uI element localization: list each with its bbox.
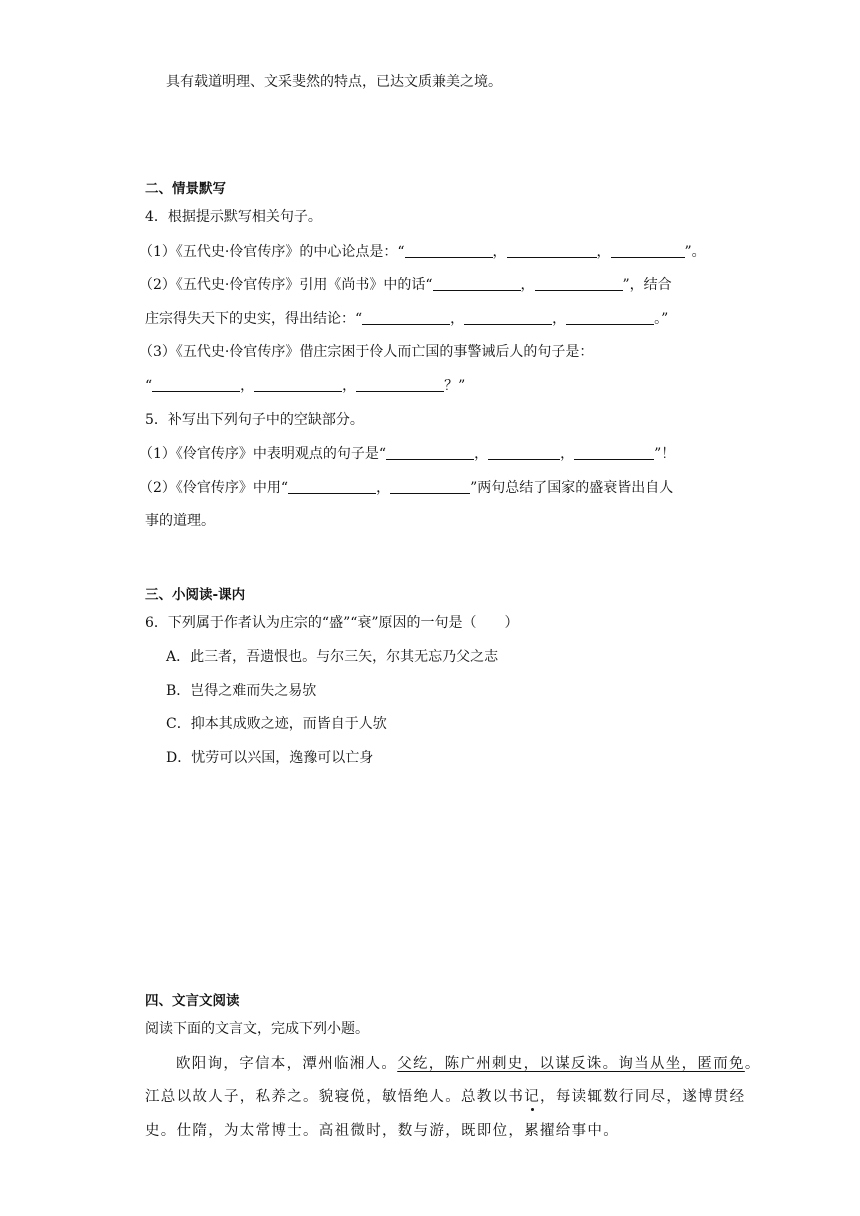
answer-blank[interactable] xyxy=(464,310,552,325)
answer-blank[interactable] xyxy=(574,445,654,460)
instruction-text: 阅读下面的文言文，完成下列小题。 xyxy=(145,1021,369,1037)
answer-blank[interactable] xyxy=(288,479,376,494)
answer-blank[interactable] xyxy=(152,377,240,392)
answer-blank[interactable] xyxy=(488,445,560,460)
answer-option[interactable]: D．忧劳可以兴国，逸豫可以亡身 xyxy=(166,750,374,766)
question-stem: 5．补写出下列句子中的空缺部分。 xyxy=(145,412,364,428)
question-part: （2）《五代史·伶官传序》引用《尚书》中的话“ ， ”，结合 xyxy=(139,277,672,293)
answer-blank[interactable] xyxy=(433,276,521,291)
question-part: （1）《五代史·伶官传序》的中心论点是：“ ， ， ”。 xyxy=(139,244,706,260)
section-heading: 三、小阅读-课内 xyxy=(145,587,246,603)
question-part: （3）《五代史·伶官传序》借庄宗困于伶人而亡国的事警诫后人的句子是： xyxy=(139,344,594,360)
emphasis-dot-word: 记 xyxy=(524,1089,541,1105)
question-stem: 6．下列属于作者认为庄宗的“盛”“衰”原因的一句是（ ） xyxy=(145,615,519,631)
answer-blank[interactable] xyxy=(386,445,474,460)
passage-line: 史。仕隋，为太常博士。高祖微时，数与游，既即位，累擢给事中。 xyxy=(145,1123,619,1139)
question-part: （1）《伶官传序》中表明观点的句子是“ ， ， ”！ xyxy=(139,446,676,462)
answer-blank[interactable] xyxy=(566,310,654,325)
question-part: “ ， ， ？” xyxy=(145,378,466,394)
underlined-sentence: 父纥，陈广州刺史，以谋反诛。询当从坐，匿而免 xyxy=(397,1056,745,1072)
passage-line: 欧阳询，字信本，潭州临湘人。父纥，陈广州刺史，以谋反诛。询当从坐，匿而免。 xyxy=(176,1056,761,1072)
passage-line: 江总以故人子，私养之。貌寝侻，敏悟绝人。总教以书记，每读辄数行同尽，遂博贯经 xyxy=(145,1089,746,1105)
answer-option[interactable]: C．抑本其成败之迹，而皆自于人欤 xyxy=(166,716,387,732)
answer-blank[interactable] xyxy=(507,243,597,258)
question-part: 事的道理。 xyxy=(145,513,215,529)
section-heading: 二、情景默写 xyxy=(145,181,226,197)
answer-blank[interactable] xyxy=(362,310,450,325)
question-part: 庄宗得失天下的史实，得出结论：“ ， ， 。” xyxy=(145,311,669,327)
answer-blank[interactable] xyxy=(254,377,342,392)
question-part: （2）《伶官传序》中用“ ， ”两句总结了国家的盛衰皆出自人 xyxy=(139,480,674,496)
answer-blank[interactable] xyxy=(356,377,444,392)
answer-blank[interactable] xyxy=(390,479,470,494)
answer-blank[interactable] xyxy=(405,243,493,258)
section-heading: 四、文言文阅读 xyxy=(145,993,240,1009)
intro-line: 具有载道明理、文采斐然的特点，已达文质兼美之境。 xyxy=(166,74,502,90)
answer-option[interactable]: B．岂得之难而失之易欤 xyxy=(166,683,317,699)
answer-blank[interactable] xyxy=(535,276,623,291)
answer-option[interactable]: A．此三者，吾遗恨也。与尔三矢，尔其无忘乃父之志 xyxy=(166,649,499,665)
question-stem: 4．根据提示默写相关句子。 xyxy=(145,209,322,225)
answer-blank[interactable] xyxy=(611,243,685,258)
